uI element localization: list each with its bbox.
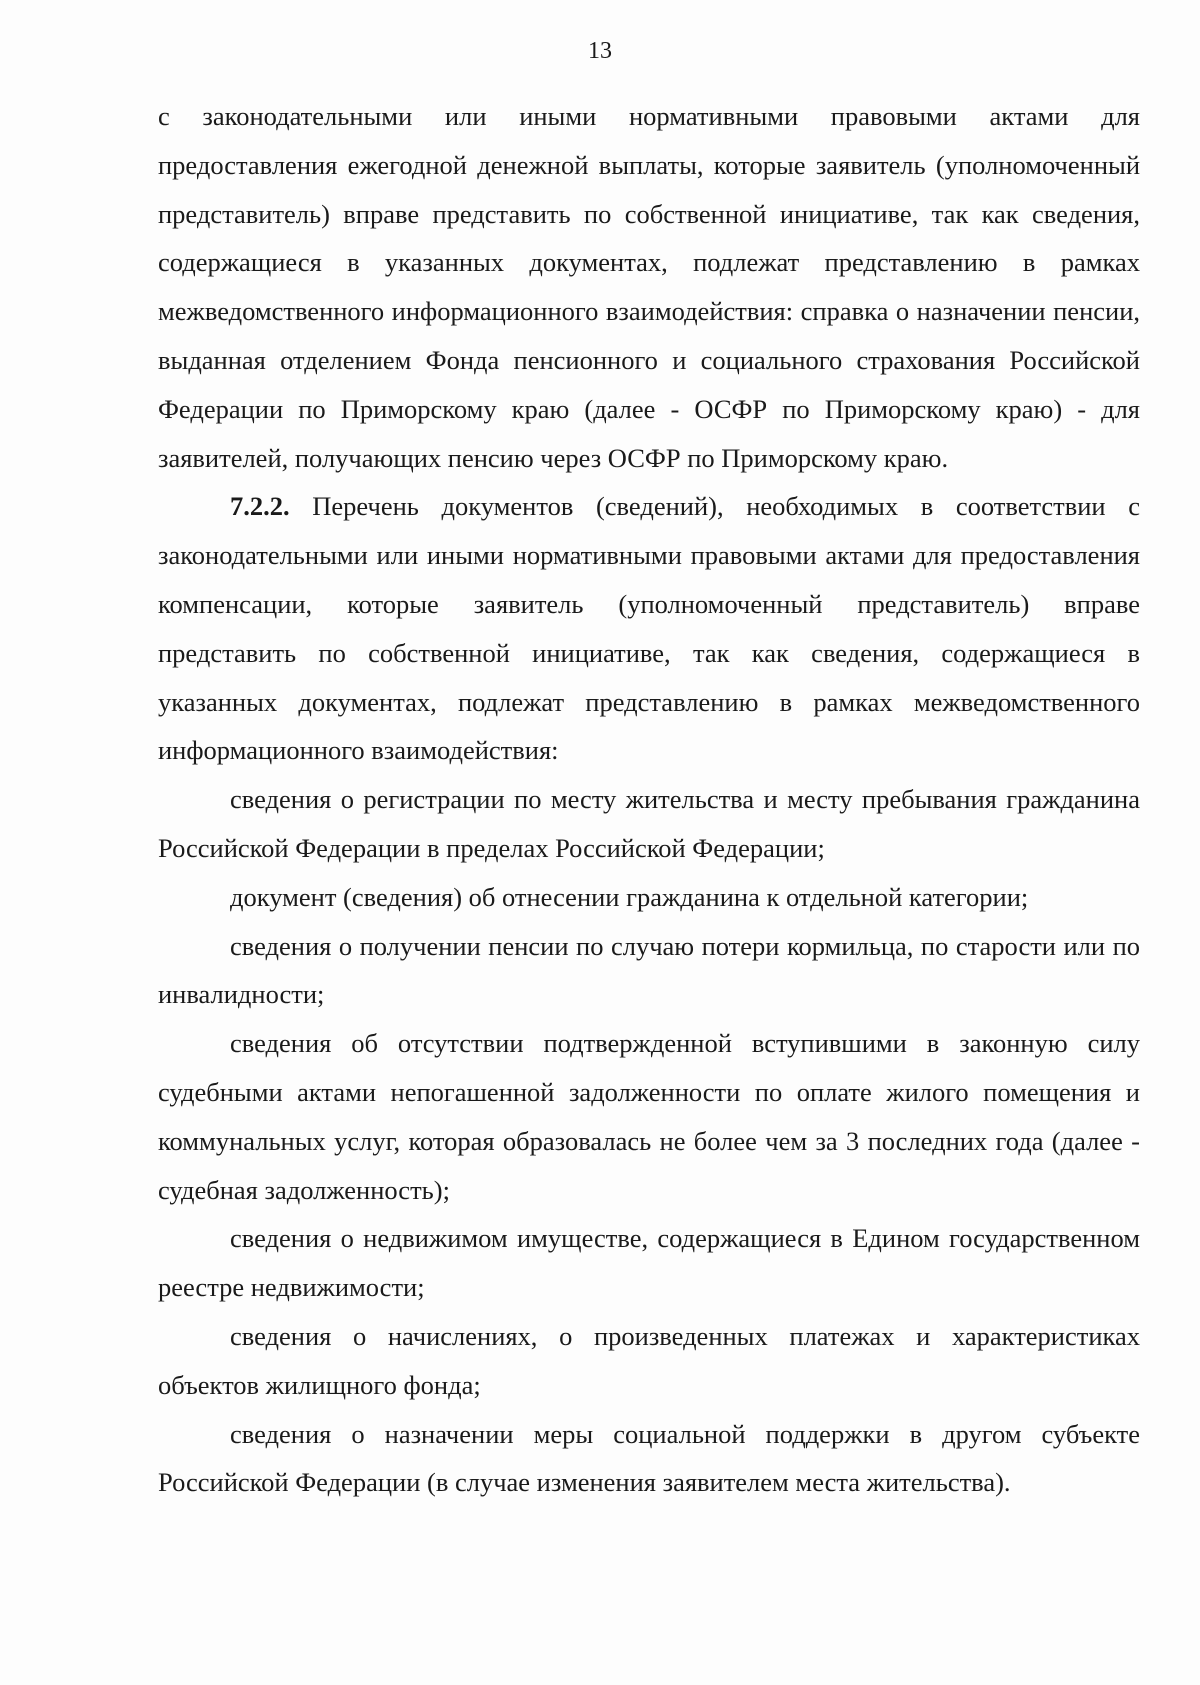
- paragraph-continuation: с законодательными или иными нормативными правовыми актами для предоставления ежегодной денежной выплаты, которые заявитель (уполномоченный представитель) вправе представить по собственной инициативе, так как сведения, содержащиеся в указанных документах, подлежат представлению в рамках межведомственного информационного взаимодействия: справка о назначении пенсии, выданная отделением Фонда пенсионного и социального страхования Российской Федерации по Приморскому краю (далее - ОСФР по Приморскому краю) - для заявителей, получающих пенсию через ОСФР по Приморскому краю.: [158, 101, 1140, 473]
- section-number: 7.2.2.: [230, 491, 290, 522]
- list-item: сведения о регистрации по месту жительства и месту пребывания гражданина Российской Федерации в пределах Российской Федерации;: [158, 784, 1140, 863]
- list-item: сведения о недвижимом имуществе, содержащиеся в Едином государственном реестре недвижимости;: [158, 1223, 1140, 1303]
- document-body: [158, 92, 1140, 1507]
- list-item: сведения о назначении меры социальной поддержки в другом субъекте Российской Федерации (в случае изменения заявителем места жительства).: [158, 1418, 1140, 1498]
- page-number: 13: [588, 38, 612, 64]
- list-item: сведения о начислениях, о произведенных платежах и характеристиках объектов жилищного фонда;: [158, 1320, 1140, 1400]
- list-item: сведения о получении пенсии по случаю потери кормильца, по старости или по инвалидности;: [158, 930, 1140, 1010]
- list-item: сведения об отсутствии подтвержденной вступившими в законную силу судебными актами непогашенной задолженности по оплате жилого помещения и коммунальных услуг, которая образовалась не более чем за 3 последних года (далее - судебная задолженность);: [158, 1028, 1140, 1205]
- section-text: Перечень документов (сведений), необходимых в соответствии с законодательными или иными нормативными правовыми актами для предоставления компенсации, которые заявитель (уполномоченный представитель) вправе представить по собственной инициативе, так как сведения, содержащиеся в указанных документах, подлежат представлению в рамках межведомственного информационного взаимодействия:: [158, 491, 1140, 766]
- list-item: документ (сведения) об отнесении гражданина к отдельной категории;: [230, 881, 1029, 912]
- paragraph-7-2-2: [158, 482, 1140, 775]
